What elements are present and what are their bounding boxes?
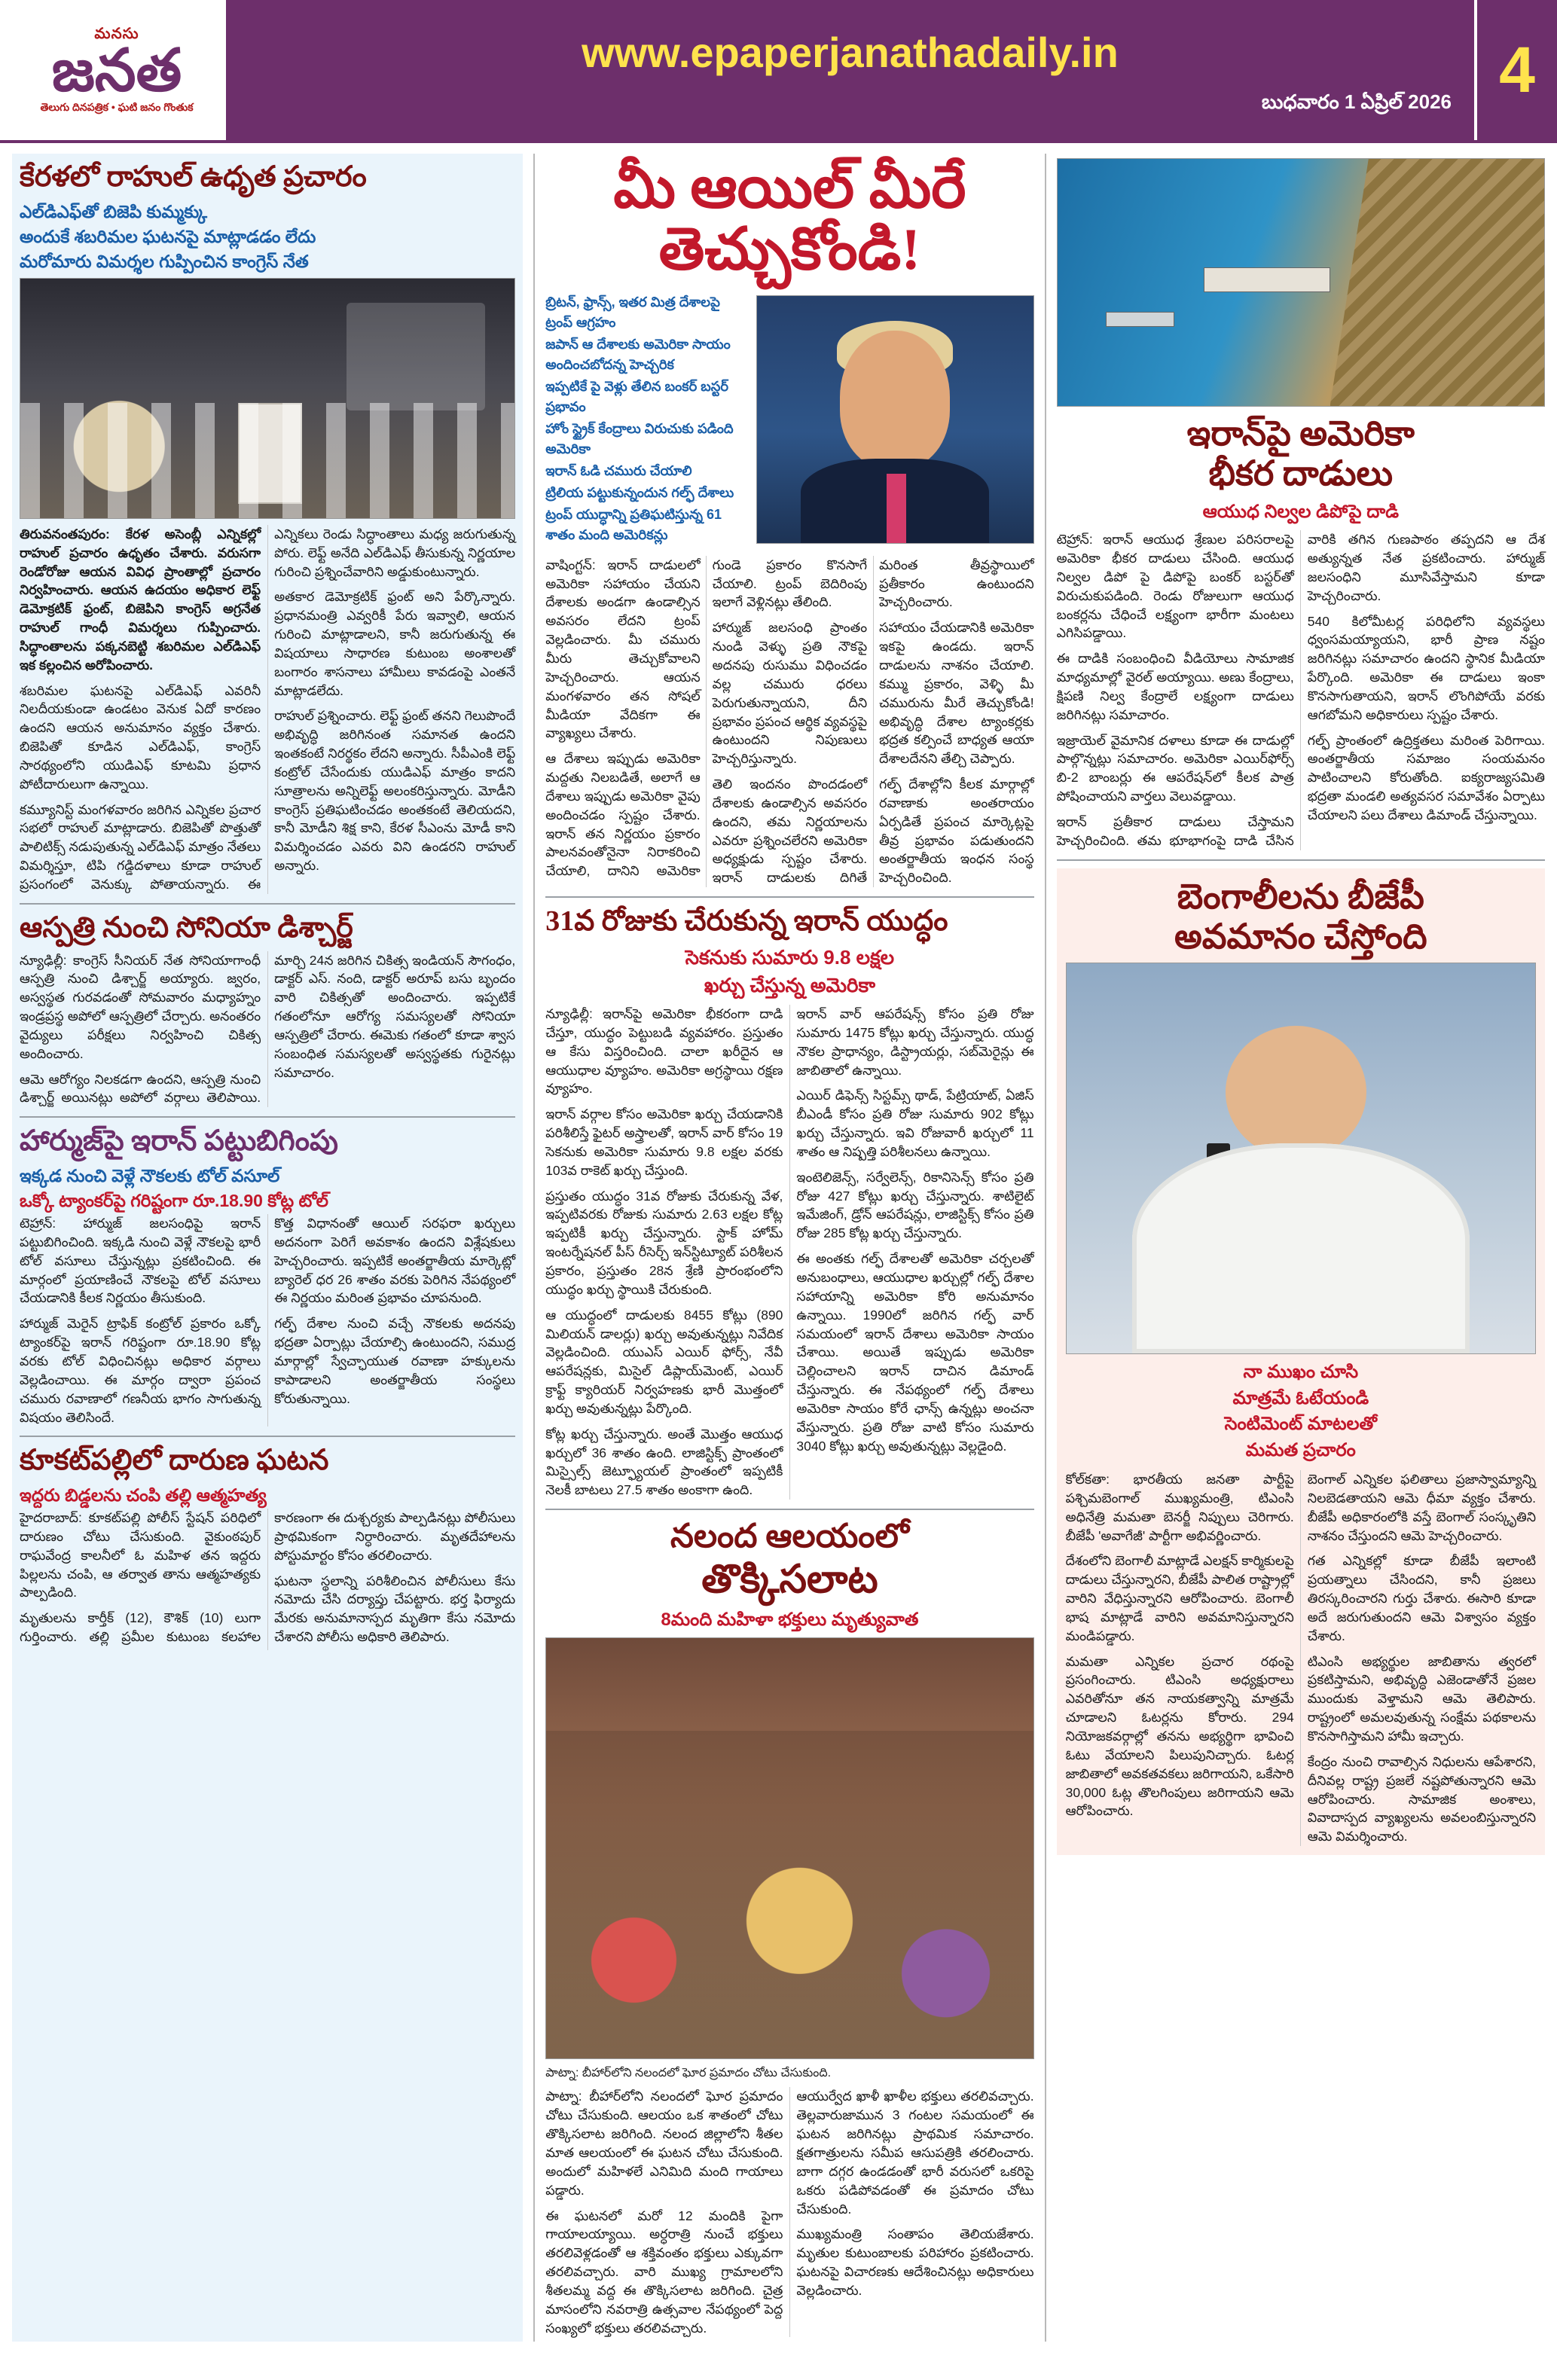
article-kukatpally-body xyxy=(20,1509,515,1649)
article-bengal-headline1: బెంగాలీలను బీజేపీ xyxy=(1177,877,1424,916)
bullet-7: ట్రంప్ యుద్ధాన్ని ప్రతిఘటిస్తున్న 61 శాతం మంది అమెరికన్లు xyxy=(545,506,722,542)
para: మృతులను కార్తీక్ (12), కౌశిక్ (10) లుగా గుర్తించారు. తల్లి ప్రమీల కుటుంబ కలహాల కారణంగా ఈ దుశ్చర్యకు పాల్పడినట్లు పోలీసులు ప్రాథమికంగా నిర్ధారించారు. మృతదేహాలను పోస్టుమార్టం కోసం తరలించారు. xyxy=(20,1510,516,1645)
main-headline: మీ ఆయిల్ మీరే తెచ్చుకోండి! xyxy=(613,154,966,282)
masthead-center xyxy=(226,0,1474,140)
para: గత ఎన్నికల్లో కూడా బీజేపీ ఇలాంటి ప్రయత్నాలు చేసిందని, కానీ ప్రజలు తిరస్కరించారని గుర్తు చేశారు. ఈసారి కూడా అదే జరుగుతుందని ఆమె విశ్వాసం వ్యక్తం చేశారు. xyxy=(1307,1553,1536,1643)
divider xyxy=(20,1116,515,1118)
article-bengal-sub1: నా ముఖం చూసి xyxy=(1243,1362,1359,1383)
para: కొత్త విధానంతో ఆయిల్ సరఫరా ఖర్చులు అదనంగా పెరిగే అవకాశం ఉందని విశ్లేషకులు హెచ్చరించారు. ఇప్పటికే అంతర్జాతీయ మార్కెట్లో బ్యారెల్ ధర 26 శాతం వరకు పెరిగిన నేపథ్యంలో ఈ నిర్ణయం మరింత ప్రభావం చూపనుంది. xyxy=(274,1216,516,1306)
article-bengal-sub4: మమత ప్రచారం xyxy=(1245,1439,1356,1460)
article-us-strikes-sub: ఆయుధ నిల్వల డిపోపై దాడి xyxy=(1202,501,1399,522)
article-hormuz-body xyxy=(20,1214,515,1426)
article-war-body xyxy=(545,1005,1033,1500)
para: కోట్ల ఖర్చు చేస్తున్నారు. అంతే మొత్తం ఆయుధ ఖర్చులో 36 శాతం ఉంది. లాజిస్టిక్స్ ప్రాంతంలో మిస్సైల్స్ జెట్ఫ్యూయల్ ప్రాంతంలో ఇప్పటికీ నెలకీ బాటలు 27.5 శాతం అంకాగా ఉంది. xyxy=(545,1426,783,1498)
lead-photos xyxy=(756,291,1034,550)
article-hormuz-toll xyxy=(20,1125,515,1426)
para: హార్ముజ్ జలసంధి ప్రాంతం నుండి వెళ్ళు ప్రతి నౌకపై అదనపు రుసుము విధించడం వల్ల చమురు ధరలు పెరుగుతున్నాయని, దీని ప్రభావం ప్రపంచ ఆర్థిక వ్యవస్థపై ఉంటుందని నిపుణులు హెచ్చరిస్తున్నారు. xyxy=(712,620,868,767)
bullet-3: ఇప్పటికే పై వెళ్లు తేలిన బంకర్ బస్టర్ ప్రభావం xyxy=(545,378,729,414)
divider xyxy=(545,896,1033,898)
para: ఆ దేశాలు ఇప్పుడు అమెరికా మద్దతు నిలబడితే, అలాగే ఆ దేశాలు ఇప్పుడు అమెరికా వైపు అందించడం స్పష్టం చేశారు. ఇరాన్ తన నిర్ణయం ప్రకారం పాలనవంతోనైనా నిరాకరించి చేయాలి, దానిని అమెరికా గుండె ప్రకారం కొనసాగే చేయాలి. ట్రంప్ బెదిరింపు ఇలాగే వెళ్లినట్లు తేలింది. xyxy=(545,557,868,879)
article-us-strikes-headline1: ఇరాన్‌పై అమెరికా xyxy=(1186,414,1415,453)
para: ఆమె ఆరోగ్యం నిలకడగా ఉందని, ఆస్పత్రి నుంచి డిశ్చార్జ్ అయినట్లు అపోలో వర్గాలు తెలిపాయి. మార్చి 24న జరిగిన చికిత్స ఇండియన్ సౌగంధం, డాక్టర్ ఎస్. నంది, డాక్టర్ అరూప్ బసు బృందం వారి చికిత్సతో అందించారు. ఇప్పటికే గతంలోనూ ఆరోగ్య సమస్యలతో సోనియా ఆస్పత్రిలో చేరారు. ఈమెకు గతంలో కూడా శ్వాస సంబంధిత సమస్యలతో అస్వస్థతకు గురైనట్లు సమాచారం. xyxy=(20,952,516,1106)
article-us-strikes-body xyxy=(1057,530,1545,850)
logo-top-text: మనసు xyxy=(94,26,139,43)
para: కమ్యూనిస్ట్ మంగళవారం జరిగిన ఎన్నికల ప్రచార సభలో రాహుల్ మాట్లాడారు. బిజెపితో పొత్తుతో పాలిటిక్స్ నడుపుతున్న ఎల్‌డిఎఫ్ మాత్రం నేతలు విమర్శిస్తూ, టిపి గడ్డిదళాలు కూడా రాహుల్ ప్రసంగంలో వెనుక్కు పోతాయన్నారు. ఈ ఎన్నికలు రెండు సిద్ధాంతాలు మధ్య జరుగుతున్న పోరు. లెఫ్ట్ అనేది ఎల్‌డిఎఫ్ తీసుకున్న నిర్ణయాల గురించి ప్రశ్నించేవారిని అడ్డుకుంటున్నారు. xyxy=(20,526,516,892)
para: హార్ముజ్ మెరైన్ ట్రాఫిక్ కంట్రోల్ ప్రకారం ఒక్కో ట్యాంకర్‌పై ఇరాన్ గరిష్టంగా రూ.18.90 కోట్ల వరకు టోల్ విధించినట్లు అధికార వర్గాలు వెల్లడించాయి. ఈ మార్గం ద్వారా ప్రపంచ చమురు రవాణాలో గణనీయ భాగం సాగుతున్న విషయం తెలిసిందే. xyxy=(20,1316,261,1425)
para: ఈ దాడికి సంబంధించి వీడియోలు సామాజిక మాధ్యమాల్లో వైరల్ అయ్యాయి. అణు కేంద్రాలు, క్షిపణి నిల్వ కేంద్రాలే లక్ష్యంగా దాడులు జరిగినట్లు సమాచారం. xyxy=(1056,651,1294,722)
para: మమతా ఎన్నికల ప్రచార రథంపై ప్రసంగించారు. టిఎంసి అధ్యక్షురాలు ఎవరితోనూ తన నాయకత్వాన్ని మాత్రమే చూడాలని ఓటర్లను కోరారు. 294 నియోజకవర్గాల్లో తనను అభ్యర్థిగా భావించి ఓటు వేయాలని పిలుపునిచ్చారు. ఓటర్ల జాబితాలో అవకతవకలు జరిగాయని, ఒకేసారి 30,000 ఓట్ల తొలగింపులు జరిగాయని ఆమె ఆరోపించారు. xyxy=(1065,1653,1294,1819)
article-bengal-sub3: సెంటిమెంట్ మాటలతో xyxy=(1224,1414,1377,1435)
para: ప్రస్తుతం యుద్ధం 31వ రోజుకు చేరుకున్న వేళ, ఇప్పటివరకు రోజుకు సుమారు 2.63 లక్షల కోట్ల ఇప్పటికీ ఖర్చు చేస్తున్నారు. స్టాక్ హోమ్ ఇంటర్నేషనల్ పీస్ రీసెర్చ్ ఇన్‌స్టిట్యూట్ పరిశీలన ప్రకారం, ప్రస్తుతం 28న శ్రేణి ప్రారంభంలోని యుద్ధం ఖర్చు స్థాయికి చేరుకుంది. xyxy=(545,1188,783,1297)
dateline-kerala: తిరువనంతపురం: కేరళ అసెంబ్లీ ఎన్నికల్లో రాహుల్ ప్రచారం ఉధృతం చేశారు. వరుసగా రెండోరోజు ఆయన వివిధ ప్రాంతాల్లో ప్రచారం నిర్వహించారు. ఆయన ఉదయం అధికార లెఫ్ట్ డెమోక్రటిక్ ఫ్రంట్, బిజెపిని కాంగ్రెస్ అగ్రనేత రాహుల్ గాంధీ విమర్శలు గుప్పించారు. సిద్ధాంతాలను పక్కనబెట్టి శబరిమల ఎల్‌డిఎఫ్ ఇక కల్లంచిన అరోపించారు. xyxy=(20,526,261,673)
article-bengal-body xyxy=(1066,1470,1536,1846)
website-url[interactable]: www.epaperjanathadaily.in xyxy=(582,29,1119,76)
para: గల్ఫ్ దేశాల నుంచి వచ్చే నౌకలకు అదనపు భద్రతా ఏర్పాట్లు చేయాల్సి ఉంటుందని, సముద్ర మార్గాల్లో స్వేచ్ఛాయుత రవాణా హక్కులను కాపాడాలని అంతర్జాతీయ సంస్థలు కోరుతున్నాయి. xyxy=(274,1316,516,1406)
para: ఇరాన్ వార్ ఆపరేషన్స్ కోసం ప్రతి రోజు సుమారు 1475 కోట్లు ఖర్చు చేస్తున్నారు. యుద్ధ నౌకల ప్రాధాన్యం, డిస్ట్రాయర్లు, సబ్‌మెరైన్లు ఈ జాబితాలో ఉన్నాయి. xyxy=(796,1006,1034,1078)
para: శబరిమల ఘటనపై ఎల్‌డిఎఫ్ ఎవరినీ నిలదీయకుండా ఉండటం వెనుక ఏదో కారణం ఉందని ఆయన అనుమానం వ్యక్తం చేశారు. బిజెపితో కూడిన ఎల్‌డిఎఫ్, కాంగ్రెస్ సారథ్యంలోని యుడిఎఫ్ కూటమి ప్రధాన పోటీదారులుగా ఉన్నాయి. xyxy=(20,682,261,792)
article-us-strikes-iran xyxy=(1057,414,1545,850)
article-war-headline: 31వ రోజుకు చేరుకున్న ఇరాన్ యుద్ధం xyxy=(545,905,948,938)
article-war-sub1: సెకనుకు సుమారు 9.8 లక్షల xyxy=(685,945,895,969)
para: ఇజ్రాయెల్ వైమానిక దళాలు కూడా ఈ దాడుల్లో పాల్గొన్నట్లు సమాచారం. అమెరికా ఎయిర్‌ఫోర్స్ బి-2 బాంబర్లు ఈ ఆపరేషన్‌లో కీలక పాత్ర పోషించాయని వార్తలు వెలువడ్డాయి. xyxy=(1056,732,1294,804)
para: ముఖ్యమంత్రి సంతాపం తెలియజేశారు. మృతుల కుటుంబాలకు పరిహారం ప్రకటించారు. ఘటనపై విచారణకు ఆదేశించినట్లు అధికారులు వెల్లడించారు. xyxy=(796,2226,1034,2298)
article-nalanda-body xyxy=(545,2087,1033,2337)
article-nalanda-headline1: నలంద ఆలయంలో xyxy=(670,1518,909,1555)
article-sonia-body xyxy=(20,951,515,1108)
para: హైదరాబాద్: కూకట్‌పల్లి పోలీస్ స్టేషన్ పరిధిలో దారుణం చోటు చేసుకుంది. వైకుంఠపుర్ రాఘవేంద్ర కాలనీలో ఓ మహిళ తన ఇద్దరు పిల్లలను చంపి, ఆ తర్వాత తాను ఆత్మహత్యకు పాల్పడింది. xyxy=(20,1510,261,1600)
photo-nalanda-stampede xyxy=(545,1637,1033,2059)
para: ఇరాన్ ప్రతీకార దాడులు చేస్తామని హెచ్చరించింది. తమ భూభాగంపై దాడి చేసిన వారికి తగిన గుణపాఠం తప్పదని ఆ దేశ అత్యున్నత నేత ప్రకటించారు. హార్ముజ్ జలసంధిని మూసివేస్తామని కూడా హెచ్చరించారు. xyxy=(1056,532,1545,848)
center-column xyxy=(545,154,1033,2342)
masthead xyxy=(0,0,1557,143)
masthead-date-row xyxy=(241,77,1459,126)
para: టెహ్రాన్: హార్ముజ్ జలసంధిపై ఇరాన్ పట్టుబిగించింది. ఇక్కడి నుంచి వెళ్లే నౌకలపై భారీ టోల్ వసూలు చేస్తున్నట్లు ప్రకటించింది. ఈ మార్గంలో ప్రయాణించే నౌకలపై టోల్ వసూలు చేయడానికి కీలక నిర్ణయం తీసుకుంది. xyxy=(20,1216,261,1306)
article-kerala-sub2: అందుకే శబరిమల ఘటనపై మాట్లాడడం లేదు xyxy=(20,226,316,246)
divider xyxy=(20,903,515,905)
article-bengal-headline2: అవమానం చేస్తోంది xyxy=(1174,917,1427,956)
para: ఘటనా స్థలాన్ని పరిశీలించిన పోలీసులు కేసు నమోదు చేసి దర్యాప్తు చేపట్టారు. భర్త ఫిర్యాదు మేరకు అనుమానాస్పద మృతిగా కేసు నమోదు చేశారని పోలీసు అధికారి తెలిపారు. xyxy=(274,1573,516,1645)
para: గల్ఫ్ దేశాల్లోని కీలక మార్గాల్లో రవాణాకు అంతరాయం ఏర్పడితే ప్రపంచ మార్కెట్లపై తీవ్ర ప్రభావం పడుతుందని అంతర్జాతీయ ఇంధన సంస్థ హెచ్చరించింది. xyxy=(879,777,1034,886)
article-kerala-body xyxy=(20,525,515,894)
para: సహాయం చేయడానికి అమెరికా ఇకపై ఉండదు. ఇరాన్ దాడులను నాశనం చేయాలి. కమ్ము ప్రకారం, వెళ్ళి మీ చమురును మీరే తెచ్చుకోండి! అభివృద్ధి దేశాల ట్యాంకర్లకు భద్రత కల్పించే బాధ్యత ఆయా దేశాలదేనని తేల్చి చెప్పారు. xyxy=(879,620,1034,767)
bullet-5: ఇరాన్ ఓడి చమురు చేయాలి xyxy=(545,462,692,478)
photo-mamata-banerjee xyxy=(1066,963,1536,1354)
lead-bullets xyxy=(545,291,746,547)
para: పాట్నా: బీహార్‌లోని నలందలో ఘోర ప్రమాదం చోటు చేసుకుంది. ఆలయం ఒక శాతంలో చోటు తొక్కిసలాట జరిగింది. నలంద జిల్లాలోని శీతల మాత ఆలయంలో ఈ ఘటన చోటు చేసుకుంది. అందులో మహిళలే ఎనిమిది మంది గాయాలు పడ్డారు. xyxy=(545,2089,783,2198)
logo-main-text: జనత xyxy=(51,38,182,104)
photo-strait-of-hormuz xyxy=(1057,158,1545,407)
article-kerala-sub1: ఎల్‌డిఎఫ్‌తో బిజెపి కుమ్మక్కు xyxy=(20,201,207,221)
column-divider xyxy=(1045,154,1046,2342)
para: ఇంటెలిజెన్స్, సర్వేలెన్స్, రికానిసెన్స్ కోసం ప్రతి రోజు 427 కోట్లు ఖర్చు చేస్తున్నారు. శాటిలైట్ ఇమేజింగ్, డ్రోన్ ఆపరేషన్లు, లాజిస్టిక్స్ కోసం ప్రతి రోజు 285 కోట్ల ఖర్చు చేస్తున్నారు. xyxy=(796,1169,1034,1241)
lead-story-body xyxy=(545,556,1033,887)
bullet-1: బ్రిటన్, ఫ్రాన్స్, ఇతర మిత్ర దేశాలపై ట్రంప్ ఆగ్రహం xyxy=(545,294,720,330)
article-kerala-rahul xyxy=(20,161,515,894)
divider xyxy=(545,1509,1033,1510)
article-sonia-discharge xyxy=(20,912,515,1107)
photo-kerala-rally xyxy=(20,278,515,519)
para: ఇరాన్ వర్గాల కోసం అమెరికా ఖర్చు చేయడానికి పరిశీలిస్తే ఫైటర్ అస్త్రాలతో, ఇరాన్ వార్ కోసం 19 సెకనుకు అమెరికా సుమారు 9.8 లక్షల వరకు 103వ రాకెట్ ఖర్చు చేస్తుంది. xyxy=(545,1106,783,1178)
para: టిఎంసి అభ్యర్థుల జాబితాను త్వరలో ప్రకటిస్తామని, అభివృద్ధి ఎజెండాతోనే ప్రజల ముందుకు వెళ్తామని ఆమె తెలిపారు. రాష్ట్రంలో అమలవుతున్న సంక్షేమ పథకాలను కొనసాగిస్తామని హామీ ఇచ్చారు. xyxy=(1307,1653,1536,1744)
para: కోల్‌కతా: భారతీయ జనతా పార్టీపై పశ్చిమబెంగాల్ ముఖ్యమంత్రి, టిఎంసి అధినేత్రి మమతా బెనర్జీ నిప్పులు చెరిగారు. బీజేపీ 'అవాగేజీ' పార్టీగా అభివర్ణించారు. xyxy=(1065,1472,1294,1543)
article-kukatpally-headline: కూకట్‌పల్లిలో దారుణ ఘటన xyxy=(20,1445,329,1477)
left-column xyxy=(12,154,523,2342)
article-bengal-sub2: మాత్రమే ఓటేయండి xyxy=(1232,1387,1369,1408)
column-divider xyxy=(533,154,535,2342)
para: న్యూఢిల్లీ: కాంగ్రెస్ సీనియర్ నేత సోనియాగాంధీ ఆస్పత్రి నుంచి డిశ్చార్జ్ అయ్యారు. జ్వరం, అస్వస్థత గురవడంతో సోమవారం మధ్యాహ్నం ఇండ్రప్రస్థ అపోలో ఆస్పత్రిలో చేర్చారు. అనంతరం వైద్యులు పరీక్షలు నిర్వహించి చికిత్స అందించారు. xyxy=(20,952,261,1061)
article-nalanda-headline2: తొక్కిసలాట xyxy=(701,1558,878,1601)
page-content xyxy=(0,143,1557,2357)
article-war-sub2: ఖర్చు చేస్తున్న అమెరికా xyxy=(704,973,875,996)
divider xyxy=(20,1436,515,1437)
article-hormuz-sub2: ఒక్కో ట్యాంకర్‌పై గరిష్టంగా రూ.18.90 కోట్ల టోల్ xyxy=(20,1191,328,1211)
divider xyxy=(1057,859,1545,861)
bullet-2: జపాన్ ఆ దేశాలకు అమెరికా సాయం అందించబోదన్న హెచ్చరిక xyxy=(545,336,731,372)
para: దేశంలోని బెంగాలీ మాట్లాడే ఎలక్షన్ కార్మికులపై దాడులు చేస్తున్నారని, బీజేపీ పాలిత రాష్ట్రాల్లో వారిని వేధిస్తున్నారని ఆరోపించారు. బెంగాలీ భాష మాట్లాడే వారిని అవమానిస్తున్నారని మండిపడ్డారు. xyxy=(1065,1553,1294,1643)
photo-trump xyxy=(756,295,1034,544)
lead-story-top xyxy=(545,291,1033,550)
para: ఆ యుద్ధంలో దాడులకు 8455 కోట్లు (890 మిలియన్ డాలర్లు) ఖర్చు అవుతున్నట్లు నివేదిక వెల్లడించింది. యుఎస్ ఎయిర్ ఫోర్స్, నేవీ ఆపరేషన్లకు, మిసైల్ డిప్లాయ్‌మెంట్, ఎయిర్ క్రాఫ్ట్ క్యారియర్ నిర్వహణకు భారీ మొత్తంలో ఖర్చు అవుతున్నట్లు పేర్కొంది. xyxy=(545,1307,783,1416)
article-kukatpally-sub1: ఇద్దరు బిడ్డలను చంపి తల్లి ఆత్మహత్య xyxy=(20,1485,267,1506)
article-bengal-bjp xyxy=(1057,868,1545,1855)
para: గల్ఫ్ ప్రాంతంలో ఉద్రిక్తతలు మరింత పెరిగాయి. అంతర్జాతీయ సమాజం సంయమనం పాటించాలని కోరుతోంది. ఐక్యరాజ్యసమితి భద్రతా మండలి అత్యవసర సమావేశం ఏర్పాటు చేయాలని పలు దేశాలు డిమాండ్ చేస్తున్నాయి. xyxy=(1307,732,1545,822)
para: ఈ ఘటనలో మరో 12 మందికి పైగా గాయాలయ్యాయి. అర్ధరాత్రి నుంచే భక్తులు తరలివెళ్లడంతో ఆ శక్తివంతం భక్తులు ఎక్కువగా తరలివచ్చారు. వారి ముఖ్య గ్రామాలలోని శీతలమ్మ వద్ద ఈ తొక్కిసలాట జరిగింది. చైత్ర మాసంలోని నవరాత్రి ఉత్సవాల నేపథ్యంలో పెద్ద సంఖ్యలో భక్తులు తరలివచ్చారు. xyxy=(545,2208,783,2336)
para: న్యూఢిల్లీ: ఇరాన్‌పై అమెరికా భీకరంగా దాడి చేస్తూ, యుద్ధం పెట్టుబడి వ్యవహారం. ప్రస్తుతం ఆ కేసు విస్తరించింది. చాలా ఖరీదైన ఆ ఆయుధాల వ్యూహం. అమెరికా అగ్రస్థాయి రక్షణ వ్యూహం. xyxy=(545,1006,783,1097)
para: ఈ అంతకు గల్ఫ్ దేశాలతో అమెరికా చర్చలతో అనుబంధాలు, ఆయుధాల ఖర్చుల్లో గల్ఫ్ దేశాల సహాయాన్ని అమెరికా కోరి అనుమానం ఉన్నాయి. 1990లో జరిగిన గల్ఫ్ వార్ సమయంలో ఇరాన్ దేశాలు అమెరికా సాయం చేశాయి. అయితే ఇప్పుడు అమెరికా చెల్లించాలని ఇరాన్ దాచిన డిమాండ్ చేస్తున్నారు. ఈ నేపథ్యంలో గల్ఫ్ దేశాలు అమెరికా సాయం కోరే ఛాన్స్ ఉన్నట్లు అంచనా వేస్తున్నారు. ప్రతి రోజు వాటి కోసం సుమారు 3040 కోట్లు ఖర్చు అవుతున్నట్లు వెల్లడైంది. xyxy=(796,1251,1034,1454)
article-us-strikes-headline2: భీకర దాడులు xyxy=(1208,453,1394,493)
article-sonia-headline: ఆస్పత్రి నుంచి సోనియా డిశ్చార్జ్ xyxy=(20,911,353,944)
article-kerala-headline: కేరళలో రాహుల్ ఉధృత ప్రచారం xyxy=(20,161,367,193)
article-nalanda xyxy=(545,1518,1033,2337)
para: తెలి ఇందనం పొందడంలో దేశాలకు ఉండాల్సిన అవసరం ఉందని, తమ నిర్ణయాలను ఎవరూ ప్రశ్నించలేరని అమెరికా అధ్యక్షుడు స్పష్టం చేశారు. ఇరాన్ దాడులకు దిగితే మరింత తీవ్రస్థాయిలో ప్రతీకారం ఉంటుందని హెచ్చరించారు. xyxy=(712,557,1034,886)
article-kukatpally xyxy=(20,1445,515,1649)
bullet-6: ట్రిలియ పట్టుకున్నందున గల్ఫ్ దేశాలు xyxy=(545,484,734,500)
right-column xyxy=(1057,154,1545,2342)
para: ఎయిర్ డిఫెన్స్ సిస్టమ్స్ థాడ్, పేట్రియాట్, ఏజిస్ బీఎండీ కోసం ప్రతి రోజు సుమారు 902 కోట్లు ఖర్చు చేస్తున్నారు. ఇవి రోజువారీ ఖర్చులో 11 శాతం ఆ నిష్పత్తి పరిశీలనలు ఉన్నాయి. xyxy=(796,1088,1034,1159)
article-hormuz-sub1: ఇక్కడ నుంచి వెళ్లే నౌకలకు టోల్ వసూల్ xyxy=(20,1165,280,1185)
article-war-day31 xyxy=(545,905,1033,1500)
para: ఆయుర్వేద ఖాళీ ఖాళీల భక్తులు తరలివచ్చారు. తెల్లవారుజామున 3 గంటల సమయంలో ఈ ఘటన జరిగినట్లు ప్రాథమిక సమాచారం. క్షతగాత్రులను సమీప ఆసుపత్రికి తరలించారు. బాగా దగ్గర ఉండడంతో భారీ వరుసలో ఒకరిపై ఒకరు పడిపోవడంతో ఈ ప్రమాదం చోటు చేసుకుంది. xyxy=(796,2089,1034,2217)
para: టెహ్రాన్: ఇరాన్ ఆయుధ శ్రేణుల పరిసరాలపై అమెరికా భీకర దాడులు చేసింది. ఆయుధ నిల్వల డిపో పై డిపోపై బంకర్ బస్టర్‌తో విరుచుకుపడింది. రెండు రోజులుగా ఆయుధ బంకర్లను చేధించే లక్ష్యంగా భారీగా మంటలు ఎగిసిపడ్డాయి. xyxy=(1056,532,1294,641)
article-kerala-sub3: మరోమారు విమర్శల గుప్పించిన కాంగ్రెస్ నేత xyxy=(20,251,309,271)
article-nalanda-sub: 8మంది మహిళా భక్తులు మృత్యువాత xyxy=(661,1610,919,1631)
photo-caption-nalanda: పాట్నా: బీహార్‌లోని నలందలో ఘోర ప్రమాదం చోటు చేసుకుంది. xyxy=(545,2066,832,2079)
bullet-4: హోం స్ట్రైక్ కేంద్రాలు విరుచుకు పడింది అమెరికా xyxy=(545,420,734,456)
para: 540 కిలోమీటర్ల పరిధిలోని వ్యవస్థలు ధ్వంసమయ్యాయని, భారీ ప్రాణ నష్టం జరిగినట్లు సమాచారం ఉందని స్థానిక మీడియా పేర్కొంది. అమెరికా ఈ దాడులు ఇంకా కొనసాగుతాయని, ఇరాన్ లొంగిపోయే వరకు ఆగబోమని అధికారులు స్పష్టం చేశారు. xyxy=(1307,613,1545,722)
para: కేంద్రం నుంచి రావాల్సిన నిధులను ఆపేశారని, దీనివల్ల రాష్ట్ర ప్రజలే నష్టపోతున్నారని ఆమె ఆరోపించారు. సామాజిక అంశాలు, వివాదాస్పద వ్యాఖ్యలను అవలంబిస్తున్నారని ఆమె విమర్శించారు. xyxy=(1307,1753,1536,1844)
publication-date: బుధవారం 1 ఏప్రిల్ 2026 xyxy=(1261,90,1452,113)
para: వాషింగ్టన్: ఇరాన్ దాడులలో అమెరికా సహాయం చేయని దేశాలకు అండగా ఉండాల్సిన అవసరం లేదని ట్రంప్ వెల్లడించారు. మీ చమురు మీరు తెచ్చుకోవాలని హెచ్చరించారు. ఆయన మంగళవారం తన సోషల్ మీడియా వేదికగా ఈ వ్యాఖ్యలు చేశారు. xyxy=(545,557,701,741)
article-hormuz-headline: హార్ముజ్‌పై ఇరాన్ పట్టుబిగింపు xyxy=(20,1125,338,1158)
newspaper-logo xyxy=(0,0,226,140)
para: రాహుల్ ప్రశ్నించారు. లెఫ్ట్ ఫ్రంట్ తనని గెలుపొందే అభివృద్ధి జరిగినంత సమానత ఉందని ఇంతకంటే నిరర్థకం లేదని అన్నారు. సీపీఎంకి లెఫ్ట్ కంట్రోల్ చేసేందుకు యుడిఎఫ్ మాత్రం కాదని సూత్రాలను అన్నిలెఫ్ట్ అలంకరిస్తున్నారు. మోడీని కాంగ్రెస్ ప్రతిఘటించడం అంతకంటే తెలియదని, కానీ మోడీని శిక్ష కాని, కేరళ సీఎంను మోడీ కాని విమర్శించడం ఎవరు విని ఉండరని రాహుల్ అన్నారు. xyxy=(274,708,516,874)
para: అతకార డెమోక్రటిక్ ఫ్రంట్ అని పేర్కొన్నారు. ప్రధానమంత్రి ఎవ్వరికీ పేరు ఇవ్వాలి, ఆయన గురించి మాట్లాడాలని, కానీ జరుగుతున్న ఈ విషయాలు సాధారణ కుటుంబ అంశాలతో బంగారం శాసనాలు హామీలు కావడంపై ఎంతనే మాట్లాడలేదు. xyxy=(274,589,516,698)
logo-sub-text: తెలుగు దినపత్రిక • ఘటి జనం గొంతుక xyxy=(40,100,194,113)
para: బెంగాల్ ఎన్నికల ఫలితాలు ప్రజాస్వామ్యాన్ని నిలబెడతాయని ఆమె ధీమా వ్యక్తం చేశారు. బీజేపీ అధికారంలోకి వస్తే బెంగాల్ సంస్కృతిని నాశనం చేస్తుందని ఆమె హెచ్చరించారు. xyxy=(1307,1472,1536,1543)
page-number: 4 xyxy=(1474,0,1557,140)
